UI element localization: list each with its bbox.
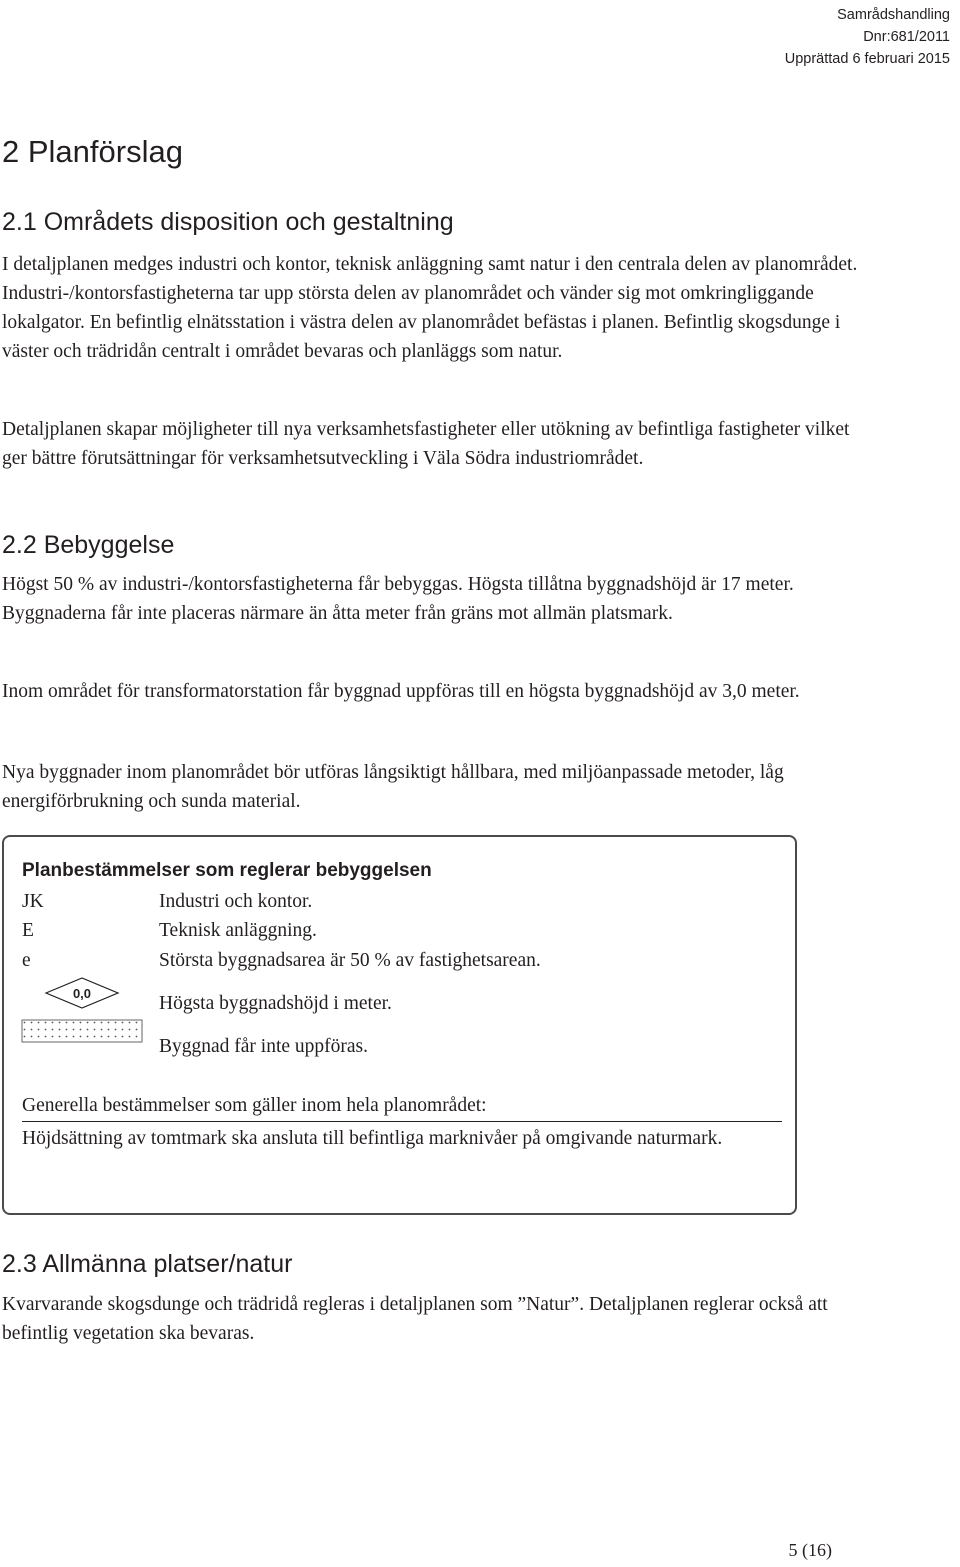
- general-regulations-text: Höjdsättning av tomtmark ska ansluta till befintliga marknivåer på omgivande naturmark.: [22, 1128, 723, 1149]
- height-diamond-symbol: [44, 976, 120, 1010]
- general-regulations-heading: Generella bestämmelser som gäller inom hela planområdet:: [22, 1095, 487, 1116]
- height-diamond-label: 0,0: [72, 986, 92, 1001]
- section-title: 2 Planförslag: [2, 134, 183, 169]
- paragraph-detaljplanen: Detaljplanen skapar möjligheter till nya verksamhetsfastigheter eller utökning av befintliga fastigheter vilket ger bättre förutsättningar för verksamhetsutveckling i Väla Södra industriområdet.: [2, 419, 850, 469]
- paragraph-transformatorstation: Inom området för transformatorstation får byggnad uppföras till en högsta byggnadshöjd av 3,0 meter.: [2, 681, 800, 702]
- regulation-code: e: [22, 950, 31, 971]
- paragraph-disposition: I detaljplanen medges industri och kontor, teknisk anläggning samt natur i den centrala delen av planområdet. Industri-/kontorsfastigheterna tar upp största delen av planområdet och vänder sig mot omkringliggande lokalgator. En befintlig elnätsstation i västra delen av planområdet befästas i planen. Befintlig skogsdunge i väster och trädridån centralt i området bevaras och planläggs som natur.: [2, 254, 858, 362]
- regulation-text: Högsta byggnadshöjd i meter.: [159, 993, 392, 1014]
- regulation-code: E: [22, 920, 34, 941]
- subsection-title-2-1: 2.1 Områdets disposition och gestaltning: [2, 208, 454, 236]
- regulation-text: Industri och kontor.: [159, 891, 313, 912]
- regulation-text: Största byggnadsarea är 50 % av fastighetsarean.: [159, 950, 541, 971]
- paragraph-natur: Kvarvarande skogsdunge och trädridå regleras i detaljplanen som ”Natur”. Detaljplanen reglerar också att befintlig vegetation ska bevaras.: [2, 1294, 828, 1344]
- divider: [22, 1121, 782, 1122]
- page-number: 5 (16): [788, 1540, 832, 1560]
- paragraph-bebyggelse: Högst 50 % av industri-/kontorsfastigheterna får bebyggas. Högsta tillåtna byggnadshöjd är 17 meter. Byggnaderna får inte placeras närmare än åtta meter från gräns mot allmän platsmark.: [2, 574, 794, 624]
- subsection-title-2-2: 2.2 Bebyggelse: [2, 531, 175, 559]
- regulation-text: Teknisk anläggning.: [159, 920, 317, 941]
- regulation-text: Byggnad får inte uppföras.: [159, 1036, 369, 1057]
- plan-regulations-box: [2, 835, 797, 1215]
- document-number: Dnr:681/2011: [863, 29, 950, 45]
- document-date: Upprättad 6 februari 2015: [784, 51, 950, 67]
- dotted-area-symbol: [21, 1019, 143, 1043]
- document-header: [785, 4, 950, 70]
- paragraph-nya-byggnader: Nya byggnader inom planområdet bör utföras långsiktigt hållbara, med miljöanpassade metoder, låg energiförbrukning och sunda material.: [2, 762, 784, 812]
- regulation-code: JK: [22, 891, 44, 912]
- subsection-title-2-3: 2.3 Allmänna platser/natur: [2, 1250, 293, 1278]
- document-type: Samrådshandling: [837, 7, 950, 23]
- regulations-title: Planbestämmelser som reglerar bebyggelsen: [22, 860, 432, 881]
